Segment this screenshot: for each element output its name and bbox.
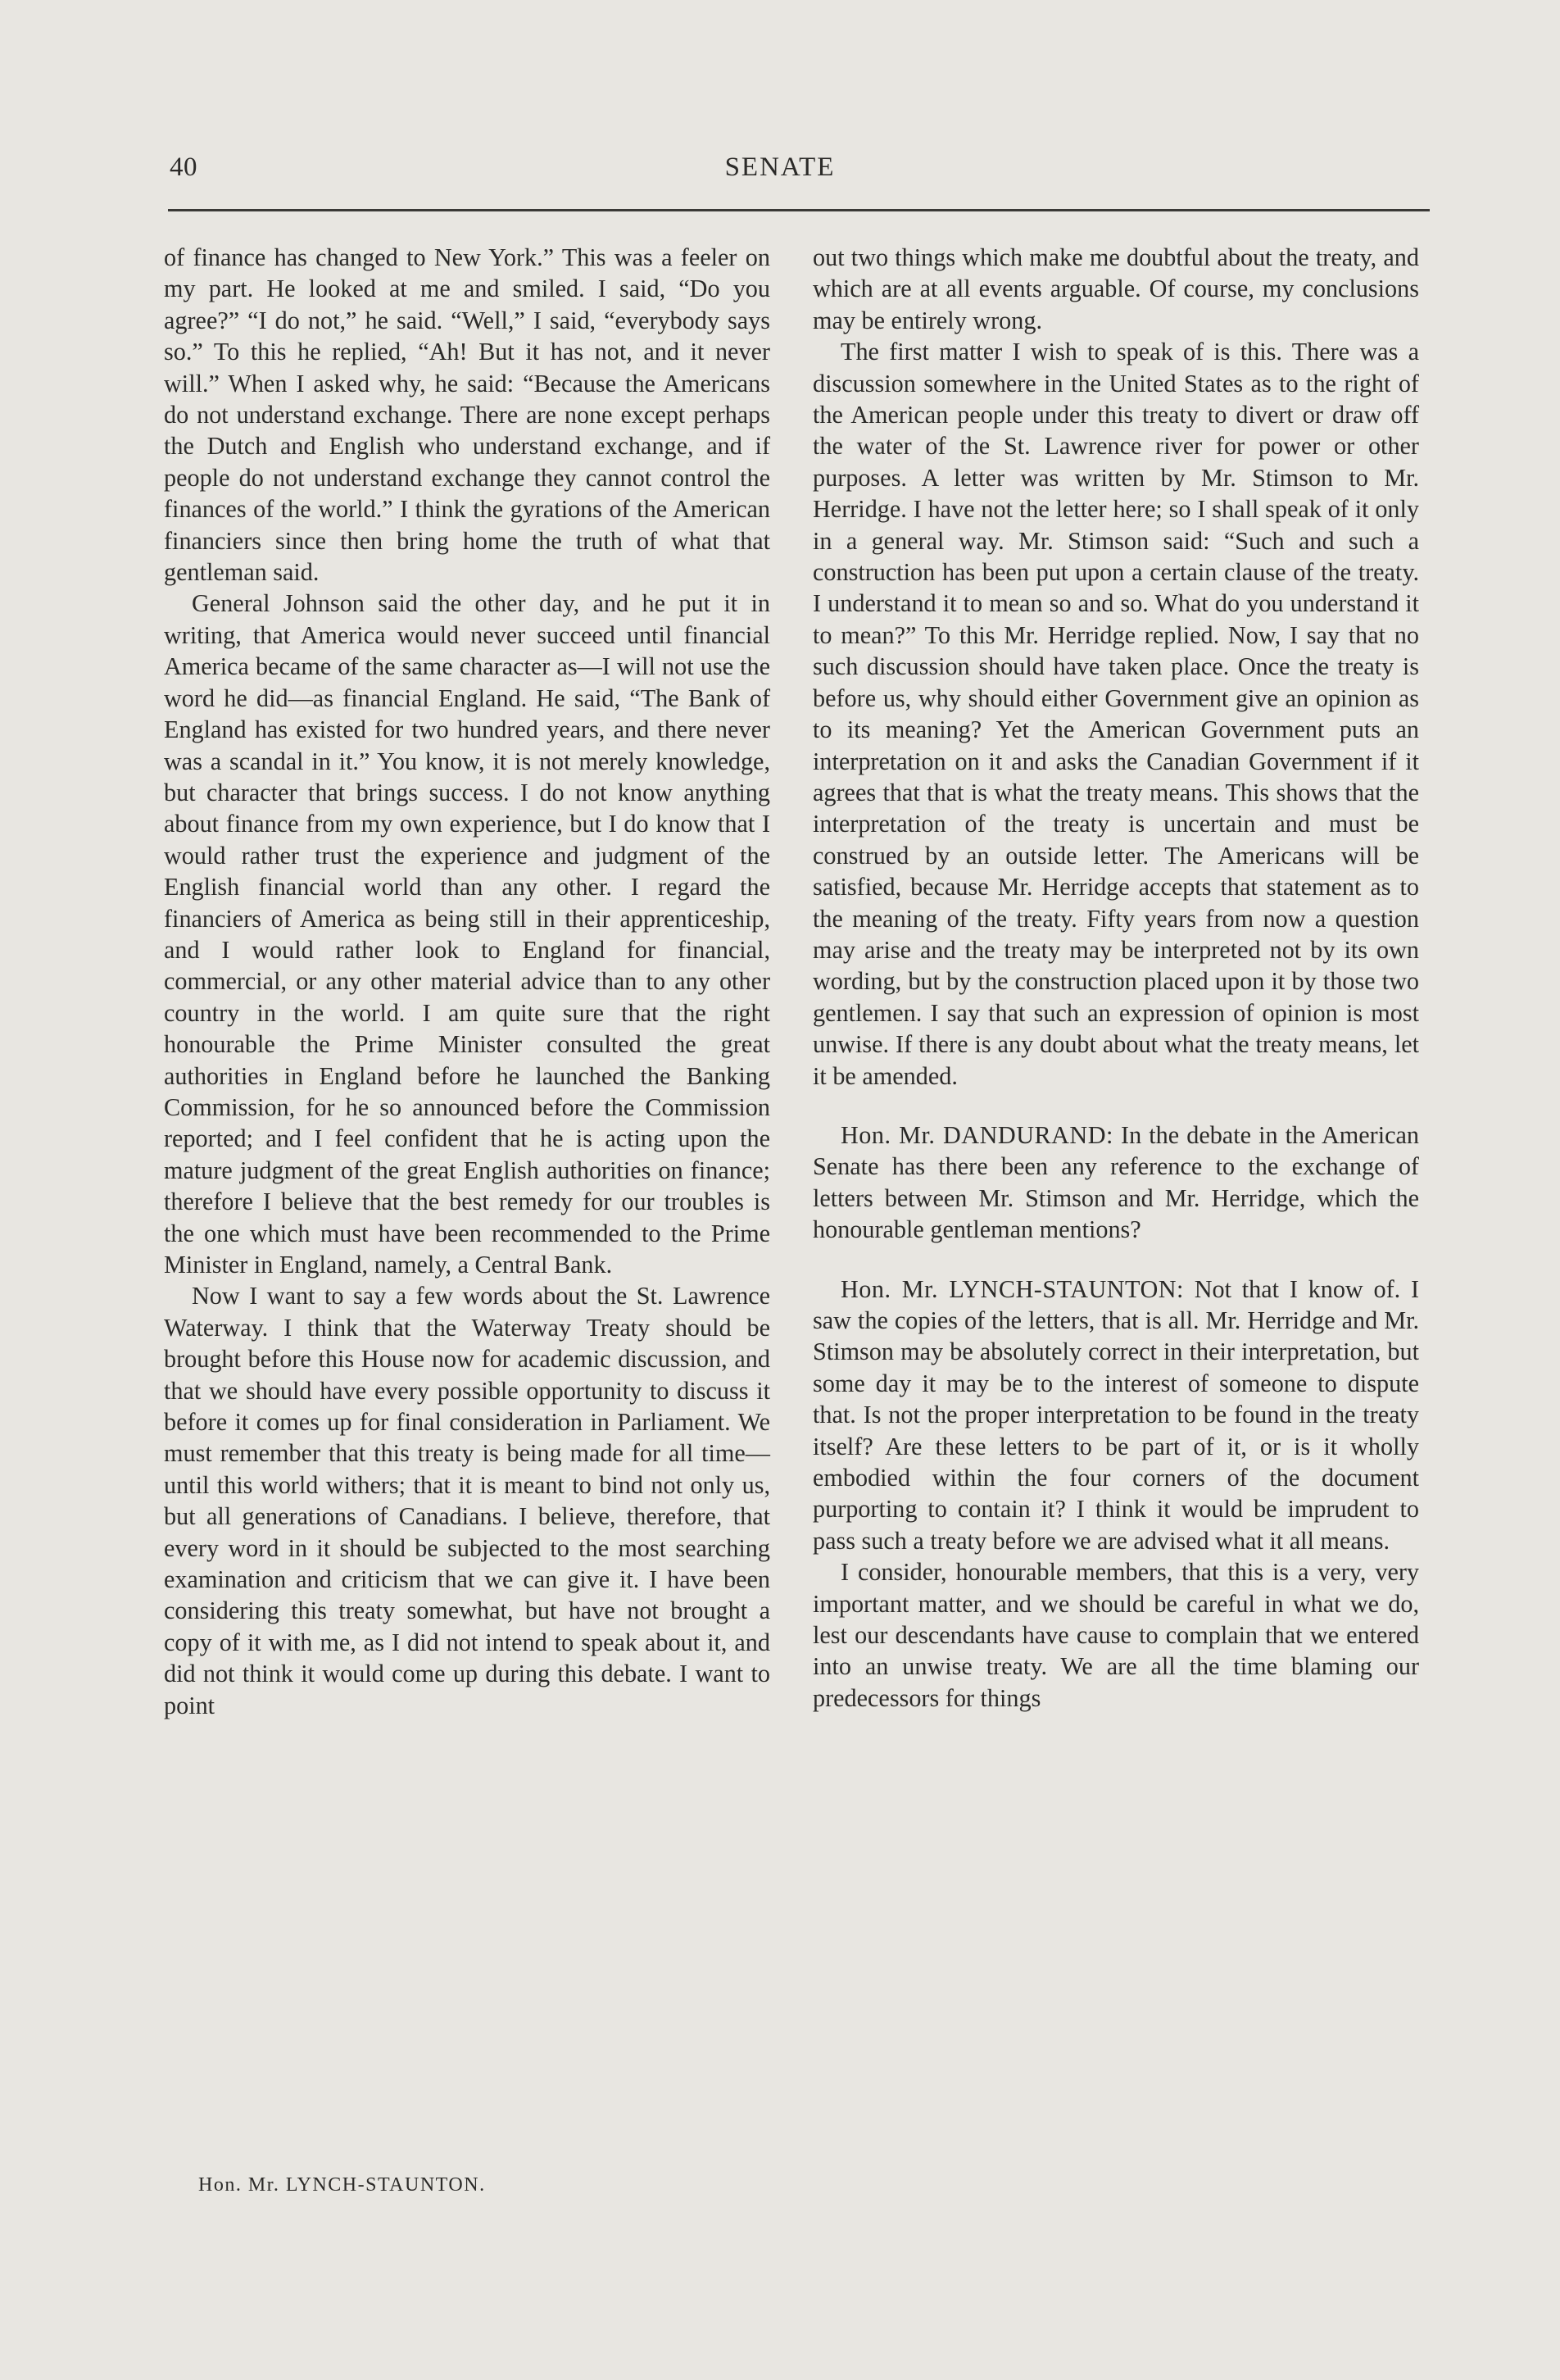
speech-text: Not that I know of. I saw the copies of the letters, that is all. Mr. Herridge and Mr. Stimson may be absolutely correct in their interpretation, but some day it may be to the interest of someone to dispute that. Is not the proper interpretation to be found in the treaty itself? Are these letters to be part of it, or is it wholly embodied within the four corners of the document purporting to contain it? I think it would be imprudent to pass such a treaty before we are advised what it all means. [813, 1274, 1420, 1555]
paragraph: of finance has changed to New York.” This was a feeler on my part. He looked at me and smiled. I said, “Do you agree?” “I do not,” he said. “Well,” I said, “everybody says so.” To this he replied, “Ah! But it has not, and it never will.” When I asked why, he said: “Because the Americans do not understand exchange. There are none except perhaps the Dutch and English who understand exchange, and if people do not understand exchange they cannot control the finances of the world.” I think the gyrations of the American financiers since then bring home the truth of what that gentleman said. [164, 243, 770, 587]
paragraph: The first matter I wish to speak of is this. There was a discussion somewhere in the United States as to the right of the American people under this treaty to divert or draw off the water of the St. Lawrence river for power or other purposes. A letter was written by Mr. Stimson to Mr. Herridge. I have not the letter here; so I shall speak of it only in a general way. Mr. Stimson said: “Such and such a construction has been put upon a certain clause of the treaty. I understand it to mean so and so. What do you understand it to mean?” To this Mr. Herridge replied. Now, I say that no such discussion should have taken place. Once the treaty is before us, why should either Government give an opinion as to its meaning? Yet the American Government puts an interpretation on it and asks the Canadian Government if it agrees that that is what the treaty means. This shows that the interpretation of the treaty is uncertain and must be construed by an outside letter. The Americans will be satisfied, because Mr. Herridge accepts that statement as to the meaning of the treaty. Fifty years from now a question may arise and the treaty may be interpreted not by its own wording, but by the construction placed upon it by those two gentlemen. I say that such an expression of opinion is most unwise. If there is any doubt about what the treaty means, let it be amended. [813, 338, 1419, 1090]
speaker-name: Hon. Mr. DANDURAND: [841, 1120, 1113, 1149]
speaker-name: Hon. Mr. LYNCH-STAUNTON: [841, 1274, 1184, 1303]
speech-lynch-staunton [813, 1274, 1419, 1557]
speech-dandurand [813, 1120, 1419, 1246]
footer-speaker: Hon. Mr. LYNCH-STAUNTON. [198, 2174, 486, 2196]
right-column [813, 242, 1419, 1714]
paragraph: I consider, honourable members, that this is a very, very important matter, and we should be careful in what we do, lest our descendants have cause to complain that we entered into an unwise treaty. We are all the time blaming our predecessors for things [813, 1558, 1419, 1712]
running-head: SENATE [724, 152, 836, 182]
paragraph: out two things which make me doubtful about the treaty, and which are at all events arguable. Of course, my conclusions may be entirely wrong. [813, 243, 1419, 334]
paragraph: Now I want to say a few words about the St. Lawrence Waterway. I think that the Waterway Treaty should be brought before this House now for academic discussion, and that we should have every possible opportunity to discuss it before it comes up for final consideration in Parliament. We must remember that this treaty is being made for all time—until this world withers; that it is meant to bind not only us, but all generations of Canadians. I believe, therefore, that every word in it should be subjected to the most searching examination and criticism that we can give it. I have been considering this treaty somewhat, but have not brought a copy of it with me, as I did not intend to speak about it, and did not think it would come up during this debate. I want to point [164, 1282, 770, 1719]
header-rule [168, 209, 1430, 211]
paragraph: General Johnson said the other day, and he put it in writing, that America would never succeed until financial America became of the same character as—I will not use the word he did—as financial England. He said, “The Bank of England has existed for two hundred years, and there never was a scandal in it.” You know, it is not merely knowledge, but character that brings success. I do not know anything about finance from my own experience, but I do know that I would rather trust the experience and judgment of the English financial world than any other. I regard the financiers of America as being still in their apprenticeship, and I would rather look to England for financial, commercial, or any other material advice than to any other country in the world. I am quite sure that the right honourable the Prime Minister consulted the great authorities in England before he launched the Banking Commission, for he so announced before the Commission reported; and I feel confident that he is acting upon the mature judgment of the great English authorities on finance; therefore I believe that the best remedy for our troubles is the one which must have been recommended to the Prime Minister in England, namely, a Central Bank. [164, 589, 770, 1279]
speech-text: In the debate in the American Senate has there been any reference to the exchange of letters between Mr. Stimson and Mr. Herridge, which the honourable gentleman mentions? [813, 1120, 1419, 1244]
left-column [164, 242, 770, 1721]
page-number: 40 [170, 152, 197, 182]
